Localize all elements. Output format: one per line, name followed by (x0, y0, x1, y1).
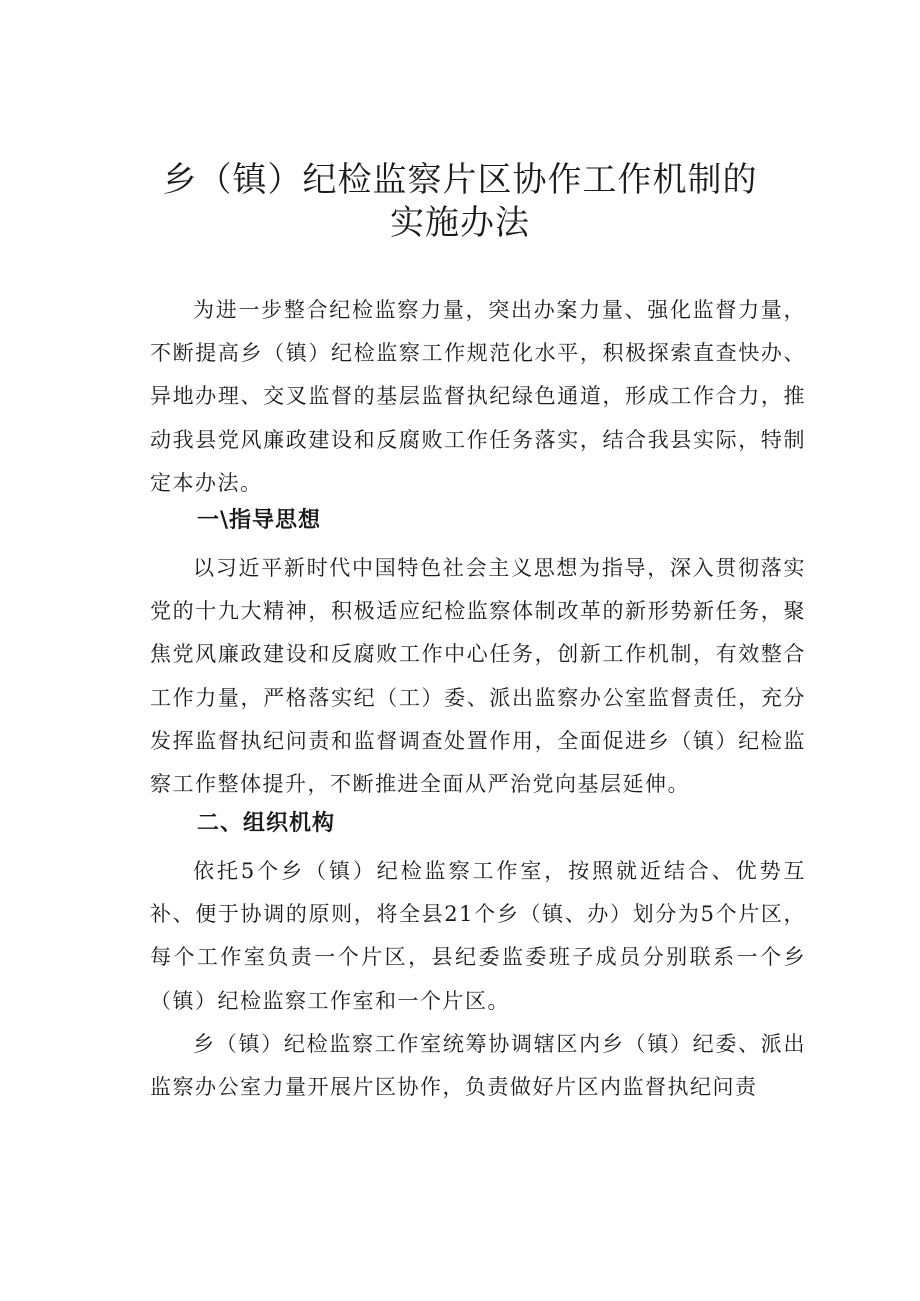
organization-paragraph-1: 依托5个乡（镇）纪检监察工作室，按照就近结合、优势互补、便于协调的原则，将全县21个乡（镇、办）划分为5个片区，每个工作室负责一个片区，县纪委监委班子成员分别联系一个乡（镇）纪检监察工作室和一个片区。 (150, 859, 806, 1013)
document-title-line-2: 实施办法 (390, 203, 530, 243)
organization-paragraph-2: 乡（镇）纪检监察工作室统筹协调辖区内乡（镇）纪委、派出监察办公室力量开展片区协作，负责做好片区内监督执纪问责 (150, 1032, 806, 1100)
guiding-thought-paragraph: 以习近平新时代中国特色社会主义思想为指导，深入贯彻落实党的十九大精神，积极适应纪检监察体制改革的新形势新任务，聚焦党风廉政建设和反腐败工作中心任务，创新工作机制，有效整合工作力量，严格落实纪（工）委、派出监察办公室监督责任，充分发挥监督执纪问责和监督调查处置作用，全面促进乡（镇）纪检监察工作整体提升，不断推进全面从严治党向基层延伸。 (150, 556, 806, 797)
section-heading-guiding-thought: 一\指导思想 (197, 508, 322, 533)
document-title-line-1: 乡（镇）纪检监察片区协作工作机制的 (162, 160, 758, 200)
intro-paragraph: 为进一步整合纪检监察力量，突出办案力量、强化监督力量，不断提高乡（镇）纪检监察工作规范化水平，积极探索直查快办、异地办理、交叉监督的基层监督执纪绿色通道，形成工作合力，推动我县党风廉政建设和反腐败工作任务落实，结合我县实际，特制定本办法。 (150, 298, 806, 495)
section-heading-organization: 二、组织机构 (197, 811, 336, 836)
